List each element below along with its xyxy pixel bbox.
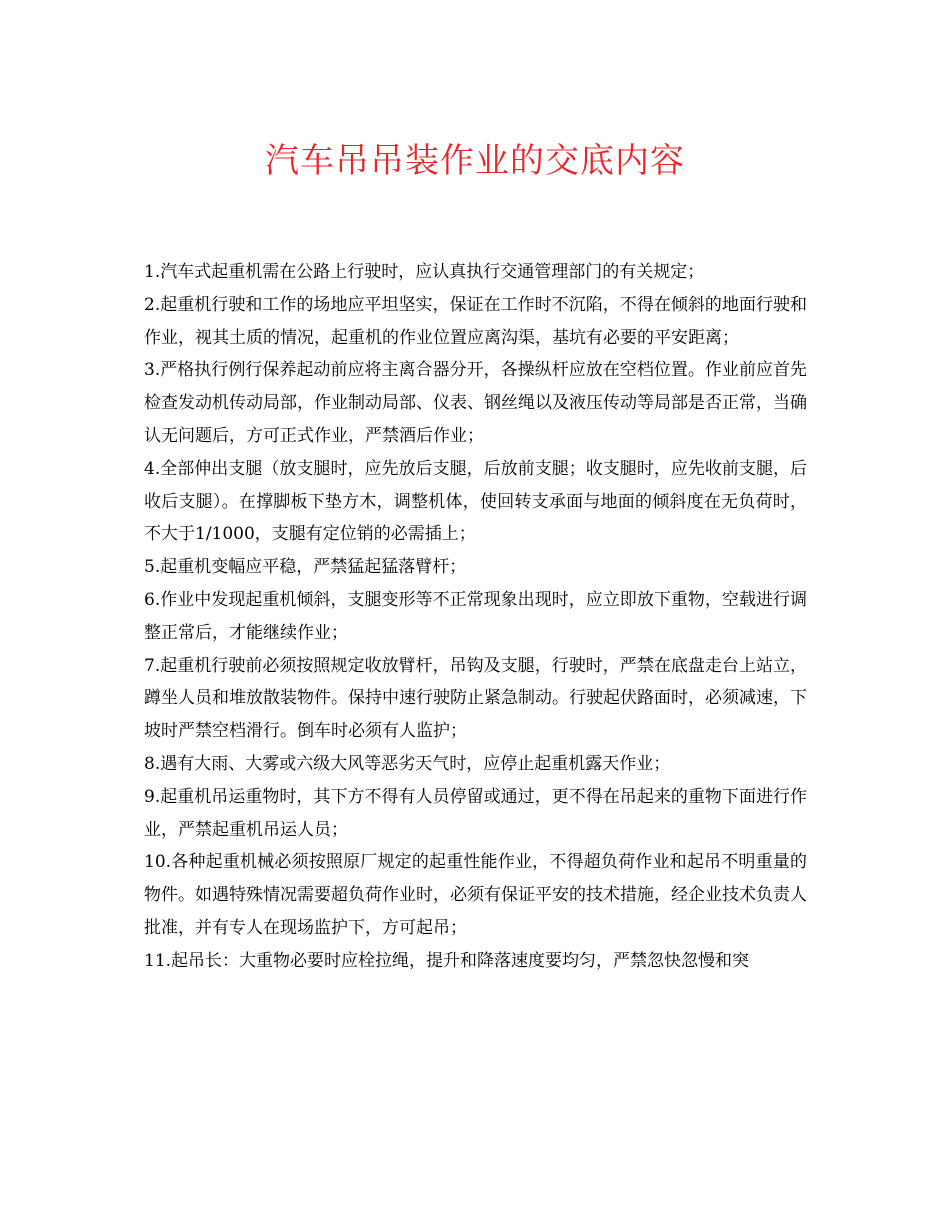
paragraph-9: 9.起重机吊运重物时，其下方不得有人员停留或通过，更不得在吊起来的重物下面进行作业，严禁起重机吊运人员； (144, 786, 807, 840)
paragraph-8: 8.遇有大雨、大雾或六级大风等恶劣天气时，应停止起重机露天作业； (144, 753, 671, 774)
paragraph-3: 3.严格执行例行保养起动前应将主离合器分开，各操纵杆应放在空档位置。作业前应首先检查发动机传动局部，作业制动局部、仪表、钢丝绳以及液压传动等局部是否正常，当确认无问题后，方可正式作业，严禁酒后作业； (144, 360, 807, 446)
document-body (144, 256, 807, 978)
paragraph-10: 10.各种起重机械必须按照原厂规定的起重性能作业，不得超负荷作业和起吊不明重量的物件。如遇特殊情况需要超负荷作业时，必须有保证平安的技术措施，经企业技术负责人批准，并有专人在现场监护下，方可起吊； (144, 852, 807, 938)
document-title: 汽车吊吊装作业的交底内容 (265, 141, 685, 181)
paragraph-4: 4.全部伸出支腿（放支腿时，应先放后支腿，后放前支腿；收支腿时，应先收前支腿，后收后支腿）。在撑脚板下垫方木，调整机体，使回转支承面与地面的倾斜度在无负荷时，不大于1/1000，支腿有定位销的必需插上； (144, 458, 807, 545)
paragraph-1: 1.汽车式起重机需在公路上行驶时，应认真执行交通管理部门的有关规定； (144, 262, 705, 282)
paragraph-11: 11.起吊长：大重物必要时应栓拉绳，提升和降落速度要均匀，严禁忽快忽慢和突 (144, 950, 750, 971)
paragraph-7: 7.起重机行驶前必须按照规定收放臂杆，吊钩及支腿，行驶时，严禁在底盘走台上站立，蹲坐人员和堆放散装物件。保持中速行驶防止紧急制动。行驶起伏路面时，必须减速，下坡时严禁空档滑行。倒车时必须有人监护； (144, 655, 807, 742)
paragraph-6: 6.作业中发现起重机倾斜，支腿变形等不正常现象出现时，应立即放下重物，空载进行调整正常后，才能继续作业； (144, 589, 807, 643)
paragraph-2: 2.起重机行驶和工作的场地应平坦坚实，保证在工作时不沉陷，不得在倾斜的地面行驶和作业，视其土质的情况，起重机的作业位置应离沟渠，基坑有必要的平安距离； (144, 294, 807, 348)
paragraph-5: 5.起重机变幅应平稳，严禁猛起猛落臂杆； (144, 557, 467, 578)
